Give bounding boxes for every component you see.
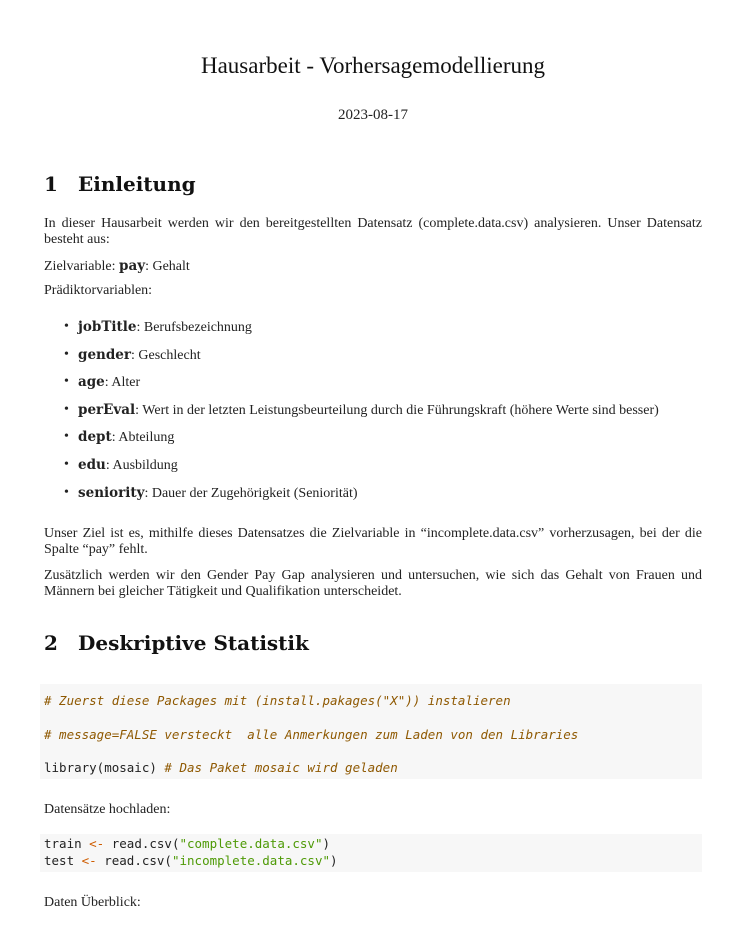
predictor-desc: : Alter bbox=[104, 375, 141, 391]
code-string: "incomplete.data.csv" bbox=[171, 853, 331, 868]
predictor-list bbox=[44, 319, 659, 512]
code-comment: # message=FALSE versteckt alle Anmerkungen zum Laden von den Libraries bbox=[44, 727, 579, 742]
code-comment: # Das Paket mosaic wird geladen bbox=[164, 760, 398, 775]
predictor-var: edu bbox=[78, 456, 106, 473]
section-number: 2 bbox=[44, 631, 58, 655]
target-label: Zielvariable: bbox=[44, 259, 116, 274]
bullet-icon: • bbox=[64, 456, 69, 472]
list-item bbox=[44, 347, 659, 375]
list-item bbox=[44, 485, 659, 513]
bullet-icon: • bbox=[64, 374, 69, 390]
code-var: train bbox=[44, 836, 90, 851]
code-paren: ) bbox=[330, 853, 338, 868]
document-title: Hausarbeit - Vorhersagemodellierung bbox=[200, 53, 546, 78]
bullet-icon: • bbox=[64, 319, 69, 334]
overview-label: Daten Überblick: bbox=[44, 895, 141, 910]
code-call: library(mosaic) bbox=[44, 760, 165, 775]
list-item bbox=[44, 402, 659, 430]
upload-label: Datensätze hochladen: bbox=[44, 802, 171, 817]
predictor-var: gender bbox=[78, 346, 131, 363]
code-block-packages bbox=[40, 684, 702, 779]
predictor-desc: : Abteilung bbox=[111, 430, 175, 446]
code-string: "complete.data.csv" bbox=[179, 836, 323, 851]
predictor-var: perEval bbox=[78, 401, 136, 418]
code-operator: <- bbox=[81, 853, 97, 868]
section-heading-einleitung bbox=[44, 172, 196, 196]
predictor-desc: : Geschlecht bbox=[131, 347, 201, 363]
bullet-icon: • bbox=[64, 346, 69, 362]
predictor-var: seniority bbox=[78, 484, 145, 501]
predictor-desc: : Berufsbezeichnung bbox=[136, 320, 252, 335]
list-item bbox=[44, 319, 659, 347]
target-desc: : Gehalt bbox=[145, 259, 190, 274]
predictor-desc: : Wert in der letzten Leistungsbeurteilung durch die Führungskraft (höhere Werte sind besser) bbox=[135, 402, 659, 418]
bullet-icon: • bbox=[64, 429, 69, 445]
goal-paragraph: Unser Ziel ist es, mithilfe dieses Datensatzes die Zielvariable in “incomplete.data.csv” vorherzusagen, bei der die Spalte “pay” fehlt. bbox=[44, 526, 702, 557]
predictor-var: jobTitle bbox=[78, 319, 137, 335]
code-line bbox=[44, 853, 338, 868]
predictors-label: Prädiktorvariablen: bbox=[44, 283, 153, 298]
section-number: 1 bbox=[44, 172, 58, 196]
code-paren: ) bbox=[322, 836, 331, 851]
list-item bbox=[44, 457, 659, 485]
section-title: Einleitung bbox=[78, 172, 196, 196]
code-line bbox=[44, 760, 398, 775]
bullet-icon: • bbox=[64, 484, 69, 500]
code-operator: <- bbox=[89, 836, 105, 851]
section-heading-deskriptive-statistik bbox=[44, 631, 309, 655]
code-var: test bbox=[44, 853, 82, 868]
code-comment: # Zuerst diese Packages mit (install.pakages("X")) instalieren bbox=[44, 693, 511, 708]
code-function: read.csv( bbox=[96, 853, 172, 868]
predictor-var: age bbox=[78, 374, 105, 391]
code-block-read-data bbox=[40, 834, 702, 872]
target-variable-line bbox=[44, 258, 702, 275]
gender-gap-paragraph: Zusätzlich werden wir den Gender Pay Gap analysieren und untersuchen, wie sich das Gehalt von Frauen und Männern bei gleicher Tätigkeit und Qualifikation unterscheidet. bbox=[44, 568, 702, 599]
target-var: pay bbox=[119, 258, 146, 274]
predictor-desc: : Ausbildung bbox=[105, 457, 178, 473]
document-date: 2023-08-17 bbox=[338, 107, 408, 123]
predictor-desc: : Dauer der Zugehörigkeit (Seniorität) bbox=[144, 485, 358, 501]
list-item bbox=[44, 374, 659, 402]
intro-paragraph: In dieser Hausarbeit werden wir den bereitgestellten Datensatz (complete.data.csv) analysieren. Unser Datensatz besteht aus: bbox=[44, 216, 702, 247]
section-title: Deskriptive Statistik bbox=[78, 631, 309, 655]
list-item bbox=[44, 429, 659, 457]
code-function: read.csv( bbox=[104, 836, 180, 851]
code-line bbox=[44, 836, 330, 851]
bullet-icon: • bbox=[64, 401, 69, 417]
predictor-var: dept bbox=[78, 429, 112, 446]
